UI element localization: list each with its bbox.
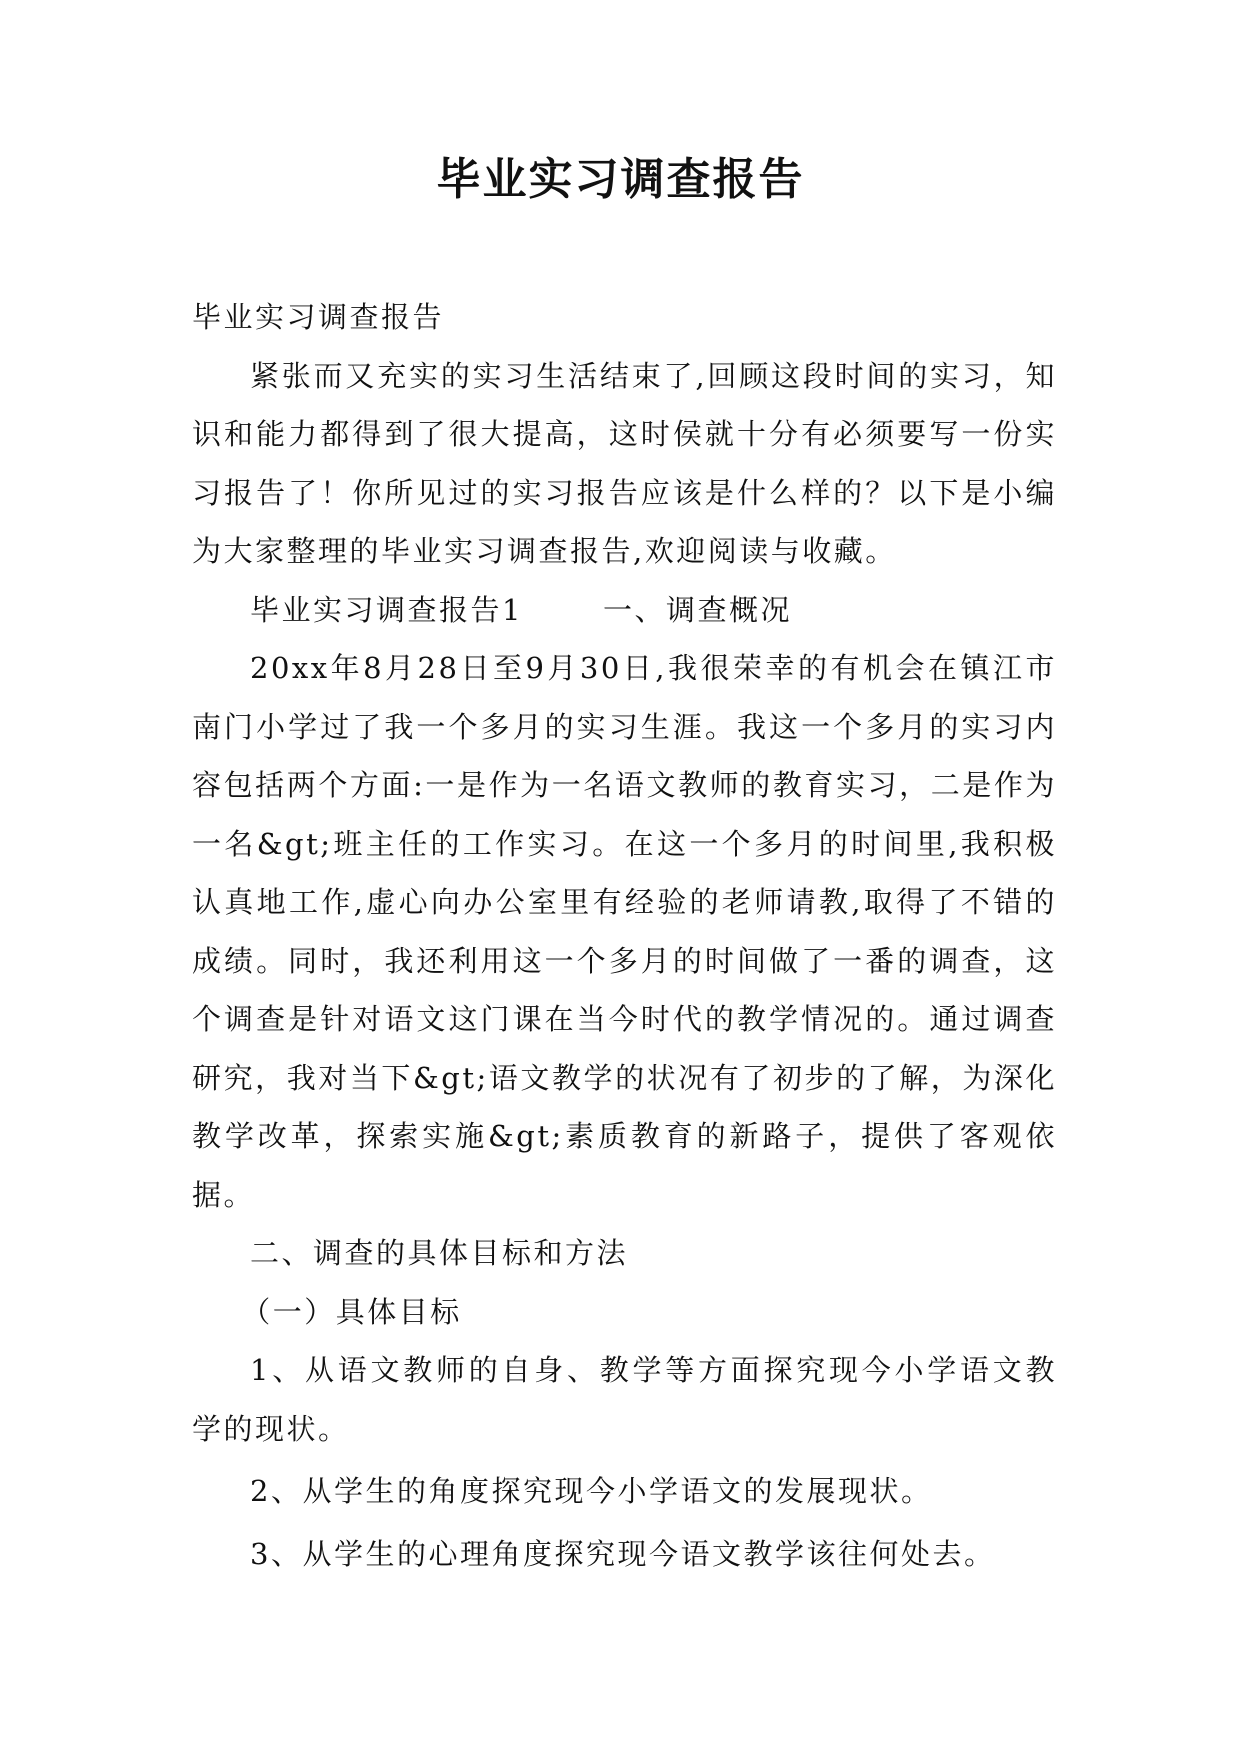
intro-paragraph: 紧张而又充实的实习生活结束了,回顾这段时间的实习，知识和能力都得到了很大提高，这时侯就十分有必须要写一份实习报告了！你所见过的实习报告应该是什么样的？以下是小编为大家整理的毕业实习调查报告,欢迎阅读与收藏。 xyxy=(192,358,1057,568)
document-title: 毕业实习调查报告 xyxy=(436,154,805,205)
goal-item-2: 2、从学生的角度探究现今小学语文的发展现状。 xyxy=(250,1474,933,1508)
section1-heading: 一、调查概况 xyxy=(602,592,792,627)
report-heading: 毕业实习调查报告1 xyxy=(250,592,523,627)
section1-paragraph: 20xx年8月28日至9月30日,我很荣幸的有机会在镇江市南门小学过了我一个多月的实习生涯。我这一个多月的实习内容包括两个方面:一是作为一名语文教师的教育实习，二是作为一名&gt;班主任的工作实习。在这一个多月的时间里,我积极认真地工作,虚心向办公室里有经验的老师请教,取得了不错的成绩。同时，我还利用这一个多月的时间做了一番的调查，这个调查是针对语文这门课在当今时代的教学情况的。通过调查研究，我对当下&gt;语文教学的状况有了初步的了解，为深化教学改革，探索实施&gt;素质教育的新路子，提供了客观依据。 xyxy=(192,651,1057,1212)
document-subtitle: 毕业实习调查报告 xyxy=(192,300,445,334)
report-heading-line xyxy=(192,581,1057,640)
goal-item-1: 1、从语文教师的自身、教学等方面探究现今小学语文教学的现状。 xyxy=(192,1353,1057,1446)
subsection1-heading: （一）具体目标 xyxy=(241,1294,462,1329)
document-body xyxy=(192,288,1057,1583)
goal-item-3: 3、从学生的心理角度探究现今语文教学该往何处去。 xyxy=(250,1536,996,1571)
section2-heading: 二、调查的具体目标和方法 xyxy=(250,1236,629,1270)
